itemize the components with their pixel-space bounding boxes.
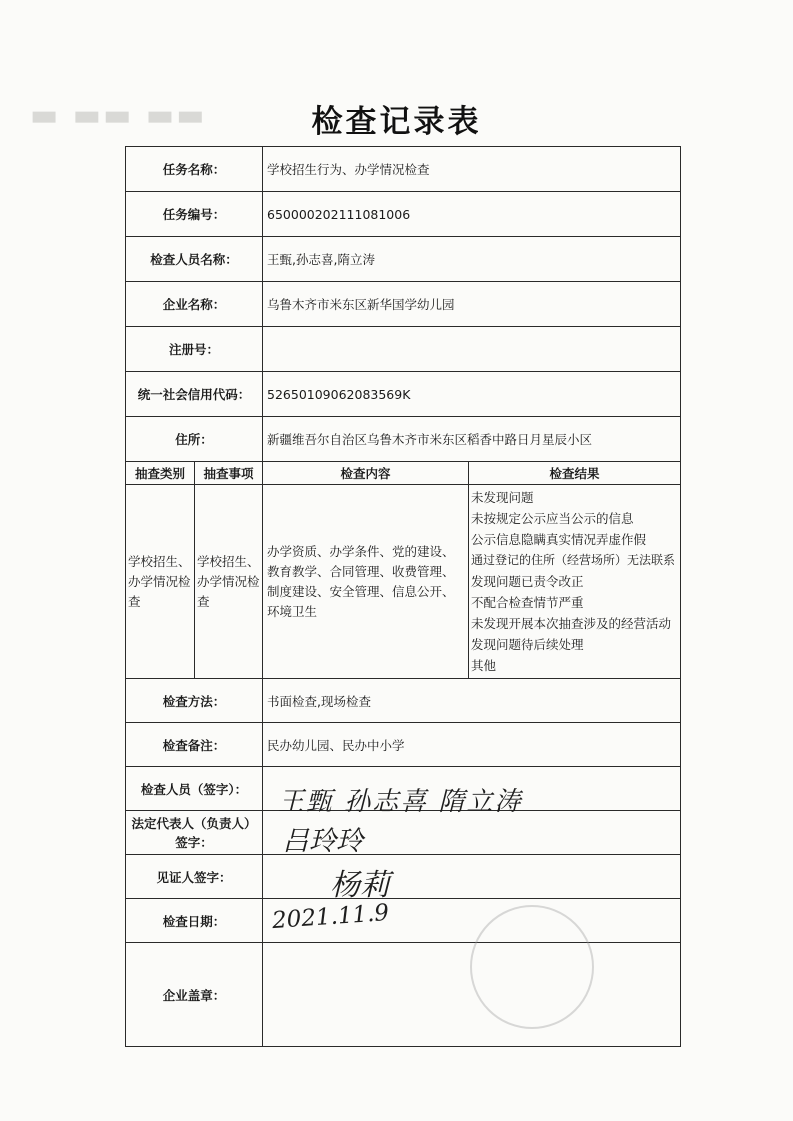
date-handwritten: 2021.11.9 [271, 899, 390, 935]
task-no-value: 650000202111081006 [263, 192, 681, 237]
witness-signature: 杨莉 [330, 868, 390, 903]
task-name-value: 学校招生行为、办学情况检查 [263, 147, 681, 192]
company-label: 企业名称： [126, 282, 263, 327]
method-label: 检查方法： [126, 679, 263, 723]
row-method [126, 679, 681, 723]
result-item: 未发现问题 [471, 490, 534, 505]
inspectors-label: 检查人员名称： [126, 237, 263, 282]
header-item: 抽查事项 [195, 462, 263, 485]
inspectors-value: 王甄,孙志喜,隋立涛 [263, 237, 681, 282]
form-table [125, 146, 681, 1047]
check-table-header [126, 462, 681, 485]
result-item: 不配合检查情节严重 [471, 595, 584, 610]
inspector-signature: 王甄 孙志喜 隋立涛 [278, 787, 523, 817]
result-item: 发现问题待后续处理 [471, 637, 584, 652]
remark-label: 检查备注： [126, 723, 263, 767]
check-results [469, 485, 681, 679]
result-item: 公示信息隐瞒真实情况弄虚作假 [471, 532, 647, 547]
row-task-no [126, 192, 681, 237]
header-result: 检查结果 [469, 462, 681, 485]
reg-no-value [263, 327, 681, 372]
row-date [126, 899, 681, 943]
check-item: 学校招生、办学情况检查 [195, 485, 263, 679]
row-credit-code [126, 372, 681, 417]
inspector-sign-label: 检查人员（签字）： [126, 767, 263, 811]
task-no-label: 任务编号： [126, 192, 263, 237]
reg-no-label: 注册号： [126, 327, 263, 372]
row-company [126, 282, 681, 327]
company-value: 乌鲁木齐市米东区新华国学幼儿园 [263, 282, 681, 327]
address-value: 新疆维吾尔自治区乌鲁木齐市米东区稻香中路日月星辰小区 [263, 417, 681, 462]
address-label: 住所： [126, 417, 263, 462]
method-value: 书面检查,现场检查 [263, 679, 681, 723]
bleed-through-text: ▬ ▬▬ ▬▬ [30, 98, 207, 133]
credit-code-value: 52650109062083569K [263, 372, 681, 417]
result-item: 其他 [471, 658, 497, 673]
header-content: 检查内容 [263, 462, 469, 485]
row-witness-sign [126, 855, 681, 899]
row-reg-no [126, 327, 681, 372]
remark-value: 民办幼儿园、民办中小学 [263, 723, 681, 767]
inspection-form [125, 146, 680, 1040]
page-title: 检查记录表 [311, 104, 482, 140]
seal-label: 企业盖章： [126, 943, 263, 1047]
task-name-label: 任务名称： [126, 147, 263, 192]
result-item: 通过登记的住所（经营场所）无法联系 [471, 553, 676, 567]
row-inspectors [126, 237, 681, 282]
result-item: 发现问题已责令改正 [471, 574, 584, 589]
row-task-name [126, 147, 681, 192]
credit-code-label: 统一社会信用代码： [126, 372, 263, 417]
result-item: 未发现开展本次抽查涉及的经营活动 [471, 616, 672, 631]
faint-seal-mark [470, 905, 594, 1029]
witness-sign-cell [263, 855, 681, 899]
row-remark [126, 723, 681, 767]
legal-signature: 吕玲玲 [282, 826, 363, 857]
row-address [126, 417, 681, 462]
result-item: 未按规定公示应当公示的信息 [471, 511, 634, 526]
date-label: 检查日期： [126, 899, 263, 943]
header-category: 抽查类别 [126, 462, 195, 485]
check-table-body [126, 485, 681, 679]
witness-sign-label: 见证人签字： [126, 855, 263, 899]
row-seal [126, 943, 681, 1047]
legal-sign-label: 法定代表人（负责人）签字： [126, 811, 263, 855]
check-category: 学校招生、办学情况检查 [126, 485, 195, 679]
check-content: 办学资质、办学条件、党的建设、教育教学、合同管理、收费管理、制度建设、安全管理、信息公开、环境卫生 [263, 485, 469, 679]
